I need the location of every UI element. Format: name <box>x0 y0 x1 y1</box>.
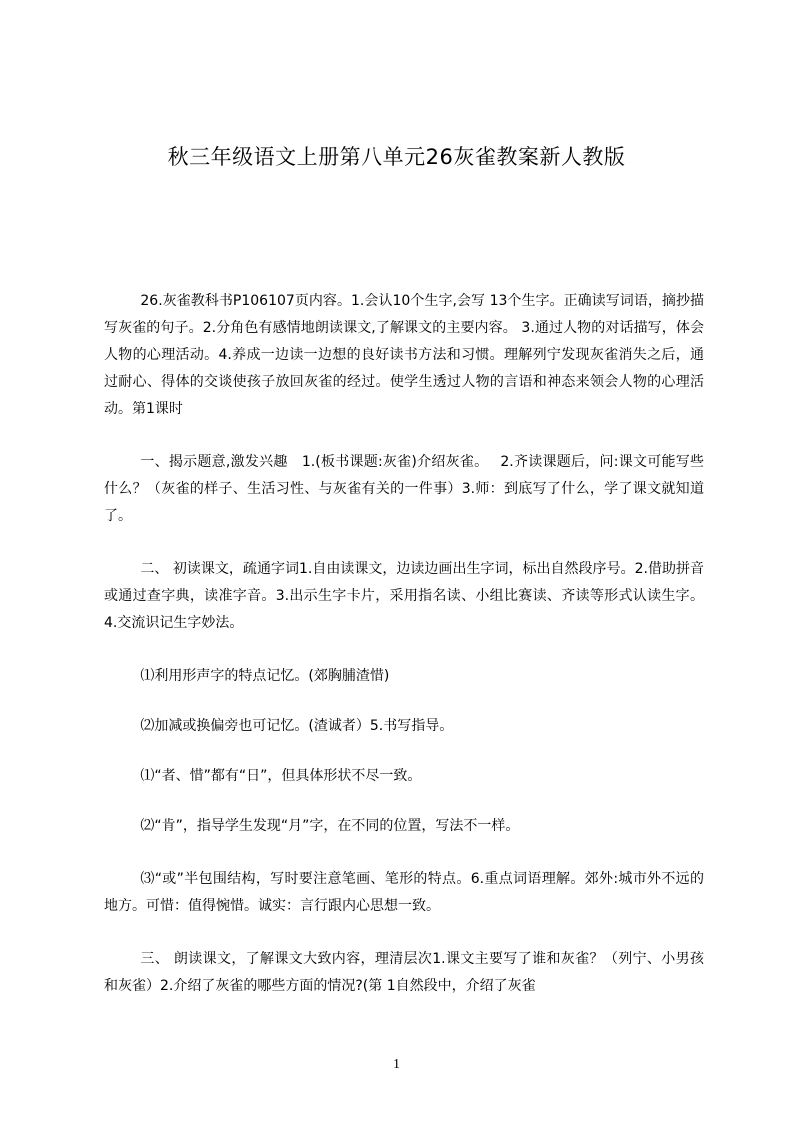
page-number: 1 <box>393 1057 400 1072</box>
paragraph-intro: 26.灰雀教科书P106107页内容。1.会认10个生字,会写 13个生字。正确读写词语，摘抄描写灰雀的句子。2.分角色有感情地朗读课文,了解课文的主要内容。 3.通过人物的对话描写，体会人物的心理活动。4.养成一边读一边想的良好读书方法和习惯。理解列宁发现灰雀消失之后，通过耐心、得体的交谈使孩子放回灰雀的经过。使学生透过人物的言语和神态来领会人物的心理活动。第1课时 <box>104 293 704 417</box>
paragraph-section-one: 一、揭示题意,激发兴趣 1.(板书课题:灰雀)介绍灰雀。 2.齐读课题后，问:课文可能写些什么？（灰雀的样子、生活习性、与灰雀有关的一件事）3.师：到底写了什么，学了课文就知道了。 <box>104 454 704 524</box>
paragraph-writing-tip-1: ⑴“者、惜”都有“日”，但具体形状不尽一致。 <box>140 768 422 784</box>
paragraph-section-three: 三、 朗读课文，了解课文大致内容，理清层次1.课文主要写了谁和灰雀？（列宁、小男孩和灰雀）2.介绍了灰雀的哪些方面的情况?(第 1自然段中，介绍了灰雀 <box>104 951 704 994</box>
paragraph-memory-tip-2: ⑵加减或换偏旁也可记忆。(渣诚者）5.书写指导。 <box>140 718 454 734</box>
paragraph-memory-tip-1: ⑴利用形声字的特点记忆。(郊胸脯渣惜) <box>140 668 390 684</box>
document-body <box>104 288 704 1026</box>
paragraph-writing-tip-2: ⑵“肯”，指导学生发现“月”字，在不同的位置，写法不一样。 <box>140 818 520 834</box>
document-title: 秋三年级语文上册第八单元26灰雀教案新人教版 <box>167 145 626 169</box>
paragraph-writing-tip-3: ⑶“或”半包围结构，写时要注意笔画、笔形的特点。6.重点词语理解。郊外:城市外不远的地方。可惜：值得惋惜。诚实：言行跟内心思想一致。 <box>104 871 704 914</box>
paragraph-section-two: 二、 初读课文，疏通字词1.自由读课文，边读边画出生字词，标出自然段序号。2.借助拼音或通过查字典，读准字音。3.出示生字卡片，采用指名读、小组比赛读、齐读等形式认读生字。4.交流识记生字妙法。 <box>104 561 704 631</box>
